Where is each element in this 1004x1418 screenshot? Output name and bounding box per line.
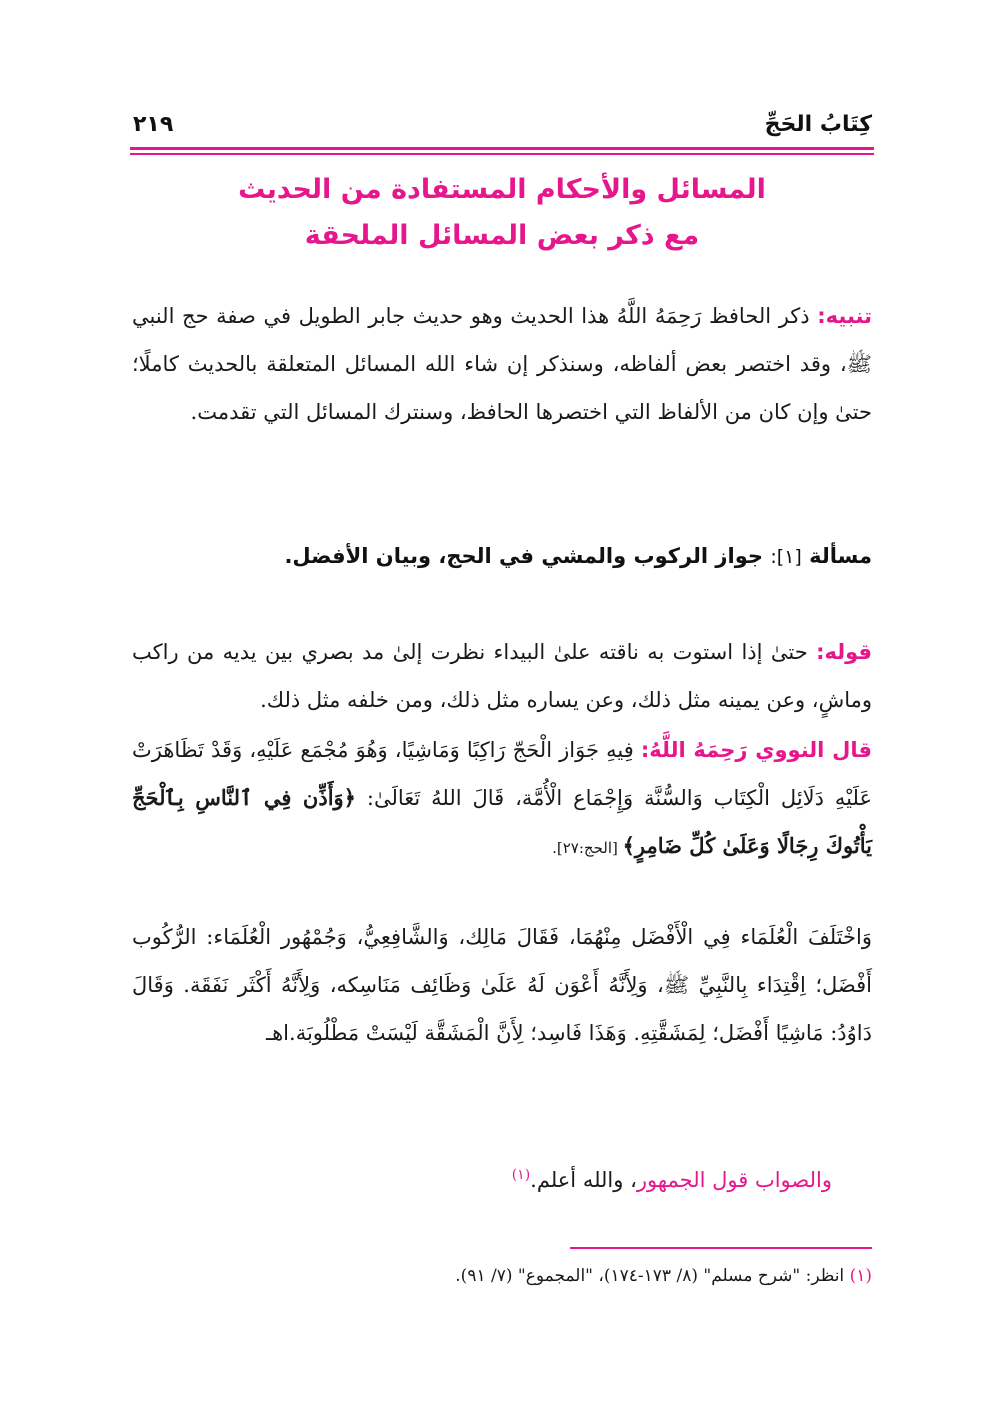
- conclusion-line: [132, 1167, 832, 1192]
- footnote-rule: [570, 1247, 872, 1249]
- section-title-line-2: مع ذكر بعض المسائل الملحقة: [304, 220, 700, 251]
- quran-verse: ﴿وَأَذِّن فِي ٱلنَّاسِ بِٱلْحَجِّ يَأْتُوكَ رِجَالًا وَعَلَىٰ كُلِّ ضَامِرٍ﴾: [132, 785, 872, 858]
- header-rule-thick: [130, 147, 874, 150]
- footnote-text: انظر: "شرح مسلم" (٨/ ١٧٣-١٧٤)، "المجموع" (٧/ ٩١).: [455, 1266, 850, 1286]
- qawluhu-text: حتىٰ إذا استوت به ناقته علىٰ البيداء نظرت إلىٰ مد بصري بين يديه من راكب وماشٍ، وعن يمينه مثل ذلك، وعن يساره مثل ذلك، ومن خلفه مثل ذلك.: [132, 640, 872, 712]
- running-header-book-title: كِتَابُ الحَجِّ: [764, 112, 872, 137]
- ikhtilaf-paragraph: [132, 913, 872, 1057]
- note-label: تنبيه:: [817, 304, 872, 328]
- qawluhu-paragraph: [132, 628, 872, 724]
- ikhtilaf-text: وَاخْتَلَفَ الْعُلَمَاء فِي الْأَفْضَل مِنْهُمَا، فَقَالَ مَالِك، وَالشَّافِعِيُّ، وَجُمْهُور الْعُلَمَاء: الرُّكُوب أَفْضَل؛ اِقْتِدَاء بِالنَّبِيِّ ﷺ، وَلِأَنَّهُ أَعْوَن لَهُ عَلَىٰ وَظَائِف مَنَاسِكه، وَلِأَنَّهُ أَكْثَر نَفَقَة. وَقَالَ دَاوُدُ: مَاشِيًا أَفْضَل؛ لِمَشَقَّتِهِ. وَهَذَا فَاسِد؛ لِأَنَّ الْمَشَقَّة لَيْسَتْ مَطْلُوبَة.اهـ: [132, 925, 872, 1045]
- nawawi-paragraph: [132, 726, 872, 872]
- footnote-number: (١): [849, 1266, 872, 1286]
- verse-reference: [الحج:٢٧].: [552, 839, 623, 857]
- nawawi-label: قال النووي رَحِمَهُ اللَّهُ:: [640, 738, 872, 762]
- page-number: ٢١٩: [133, 112, 174, 137]
- note-text: ذكر الحافظ رَحِمَهُ اللَّهُ هذا الحديث وهو حديث جابر الطويل في صفة حج النبي ﷺ، وقد اختصر بعض ألفاظه، وسنذكر إن شاء الله المسائل المتعلقة بالحديث كاملًا؛ حتىٰ وإن كان من الألفاظ التي اختصرها الحافظ، وسنترك المسائل التي تقدمت.: [132, 304, 872, 424]
- qawluhu-label: قوله:: [816, 640, 872, 664]
- section-title-line-1: المسائل والأحكام المستفادة من الحديث: [238, 174, 766, 205]
- masala-heading: [132, 544, 872, 568]
- footnote: [132, 1266, 872, 1286]
- header-rule-thin: [130, 153, 874, 155]
- nawawi-text: فِيهِ جَوَاز الْحَجّ رَاكِبًا وَمَاشِيًا، وَهُوَ مُجْمَع عَلَيْهِ، وَقَدْ تَظَاهَرَتْ عَلَيْهِ دَلَائِل الْكِتَاب وَالسُّنَّة وَإِجْمَاع الْأُمَّة، قَالَ اللهُ تَعَالَىٰ:: [132, 738, 873, 810]
- masala-number: [١]:: [770, 546, 802, 568]
- note-paragraph: [132, 292, 872, 436]
- conclusion-highlight: والصواب قول الجمهور: [636, 1168, 832, 1192]
- masala-label: مسألة: [809, 544, 872, 568]
- masala-title: جواز الركوب والمشي في الحج، وبيان الأفضل.: [284, 544, 764, 568]
- footnote-reference: (١): [511, 1167, 531, 1183]
- conclusion-text: ، والله أعلم.: [530, 1168, 637, 1192]
